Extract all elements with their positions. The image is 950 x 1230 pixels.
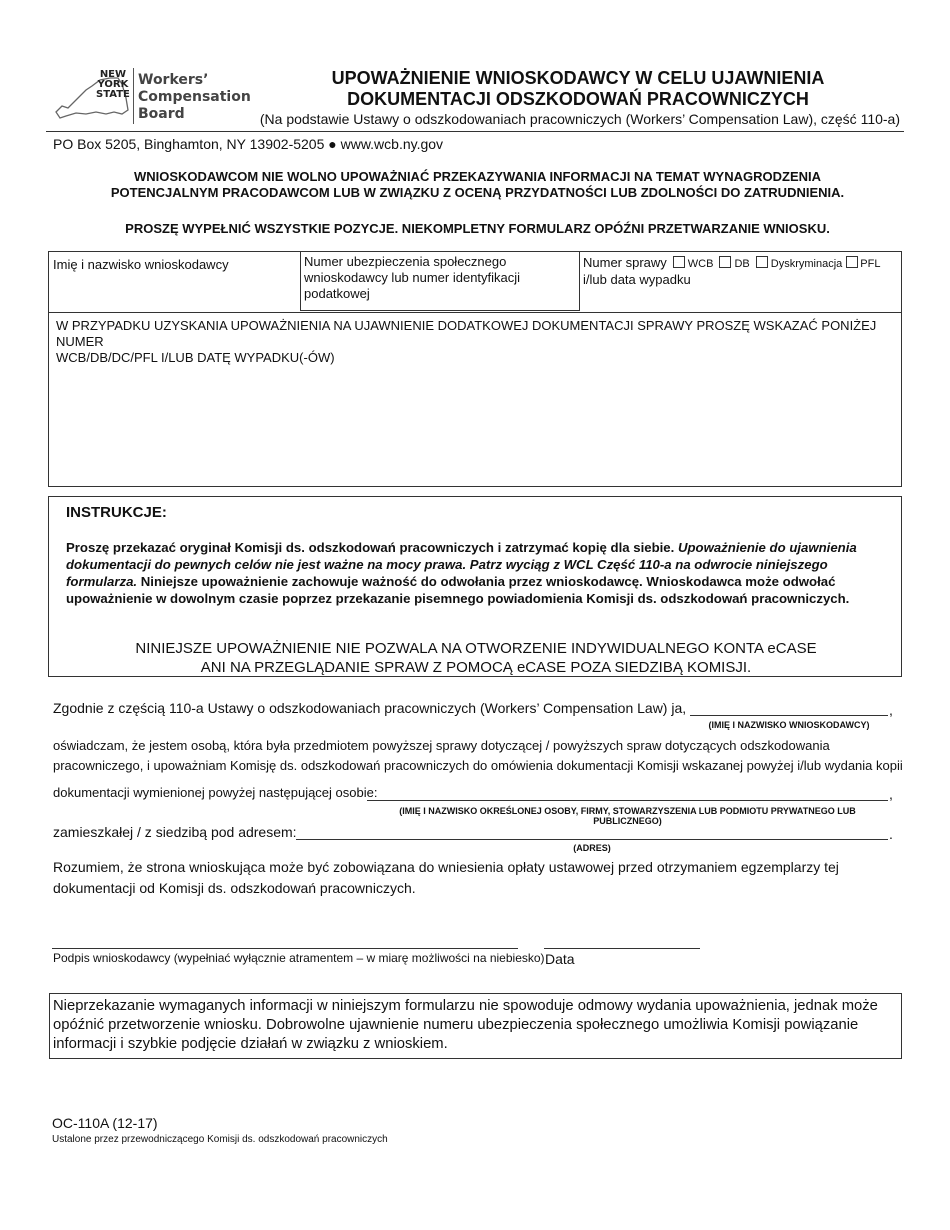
date-line[interactable]: [544, 948, 700, 949]
checkbox-db-label: DB: [734, 258, 750, 270]
authorization-line4: dokumentacji wymienionej powyżej następującej osobie:: [53, 785, 378, 800]
punct-period: .: [889, 826, 893, 842]
case-number-field[interactable]: [583, 255, 903, 288]
additional-cases-label-line1: W PRZYPADKU UZYSKANIA UPOWAŻNIENIA NA UJAWNIENIE DODATKOWEJ DOKUMENTACJI SPRAWY PROSZĘ WSKAZAĆ PONIŻEJ NUMER: [56, 318, 877, 349]
checkbox-wcb-label: WCB: [687, 258, 714, 270]
recipient-name-line[interactable]: [367, 800, 888, 801]
authorization-line2: oświadczam, że jestem osobą, która była przedmiotem powyższej sprawy dotyczącej / powyższych spraw dotyczących odszkodowania: [53, 738, 830, 753]
claimant-name-signature-line[interactable]: [690, 715, 888, 716]
punct-comma: ,: [889, 786, 893, 802]
instructions-text: Proszę przekazać oryginał Komisji ds. odszkodowań pracowniczych i zatrzymać kopię dla siebie. Upoważnienie do ujawnienia dokumentacji do pewnych celów nie jest ważne na mocy prawa. Patrz wyciąg z WCL Część 110-a na odwrocie niniejszego formularza. Niniejsze upoważnienie zachowuje ważność do odwołania przez wnioskodawcę. Wnioskodawca może odwołać upoważnienie w dowolnym czasie poprzez przekazanie pisemnego powiadomienia Komisji ds. odszkodowań pracowniczych.: [66, 540, 857, 606]
claimant-name-caption: (IMIĘ I NAZWISKO WNIOSKODAWCY): [708, 720, 870, 730]
logo-state-text: NEW YORK STATE: [96, 69, 130, 100]
form-subtitle: (Na podstawie Ustawy o odszkodowaniach pracowniczych (Workers’ Compensation Law), część 110-a): [259, 111, 900, 127]
form-number: OC-110A (12-17): [52, 1115, 158, 1131]
case-number-label: Numer sprawy: [583, 255, 667, 270]
recipient-address-line[interactable]: [296, 839, 888, 840]
authorization-line5: zamieszkałej / z siedzibą pod adresem:: [53, 824, 297, 840]
grid-divider: [49, 312, 901, 313]
board-address: PO Box 5205, Binghamton, NY 13902-5205 ● www.wcb.ny.gov: [53, 136, 444, 152]
claimant-name-field[interactable]: [53, 257, 229, 273]
complete-all-notice: PROSZĘ WYPEŁNIĆ WSZYSTKIE POZYCJE. NIEKOMPLETNY FORMULARZ OPÓŹNI PRZETWARZANIE WNIOSKU.: [125, 221, 830, 236]
ssn-disclosure-notice: Nieprzekazanie wymaganych informacji w niniejszym formularzu nie spowoduje odmowy wydania upoważnienia, jednak może opóźnić przetworzenie wniosku. Dobrowolne ujawnienie numeru ubezpieczenia społecznego umożliwia Komisji powiązanie informacji i szybkie podjęcie działań w związku z wnioskiem.: [49, 993, 902, 1059]
disclosure-warning: WNIOSKODAWCOM NIE WOLNO UPOWAŻNIAĆ PRZEKAZYWANIA INFORMACJI NA TEMAT WYNAGRODZENIA POTENCJALNYM PRACODAWCOM LUB W ZWIĄZKU Z OCENĄ PRZYDATNOŚCI LUB ZDOLNOŚCI DO ZATRUDNIENIA.: [110, 169, 845, 200]
logo-board-name: Workers’ Compensation Board: [138, 72, 251, 122]
recipient-name-caption: (IMIĘ I NAZWISKO OKREŚLONEJ OSOBY, FIRMY, STOWARZYSZENIA LUB PODMIOTU PRYWATNEGO LUB PUBLICZNEGO): [399, 806, 856, 826]
logo-divider: [133, 68, 134, 124]
wcb-logo: [52, 66, 252, 128]
grid-divider: [300, 310, 580, 311]
date-label: Data: [545, 951, 575, 967]
instructions-heading: INSTRUKCJE:: [66, 504, 167, 521]
header-divider: [46, 131, 904, 132]
claimant-name-label: Imię i nazwisko wnioskodawcy: [53, 257, 229, 272]
checkbox-wcb[interactable]: [673, 256, 685, 268]
ssn-label-line2: wnioskodawcy lub numer identyfikacji podatkowej: [304, 270, 521, 301]
signature-label: Podpis wnioskodawcy (wypełniać wyłącznie atramentem – w miarę możliwości na niebiesko): [53, 951, 545, 965]
established-by: Ustalone przez przewodniczącego Komisji ds. odszkodowań pracowniczych: [52, 1134, 388, 1145]
instructions-box: [48, 496, 902, 677]
grid-divider: [300, 252, 301, 310]
ssn-label-line1: Numer ubezpieczenia społecznego: [304, 254, 507, 269]
checkbox-dyskryminacja[interactable]: [756, 256, 768, 268]
authorization-line3: pracowniczego, i upoważniam Komisję ds. odszkodowań pracowniczych do omówienia dokumentacji Komisji wskazanej powyżej i/lub wydania kopii: [53, 758, 903, 773]
checkbox-db[interactable]: [719, 256, 731, 268]
additional-cases-label-line2: WCB/DB/DC/PFL I/LUB DATĘ WYPADKU(-ÓW): [56, 350, 335, 365]
checkbox-dyskryminacja-label: Dyskryminacja: [770, 258, 843, 270]
signature-line[interactable]: [52, 948, 518, 949]
recipient-address-caption: (ADRES): [573, 843, 611, 853]
additional-cases-field[interactable]: [56, 318, 896, 483]
checkbox-pfl[interactable]: [846, 256, 858, 268]
punct-comma: ,: [889, 702, 893, 718]
form-title: UPOWAŻNIENIE WNIOSKODAWCY W CELU UJAWNIENIA DOKUMENTACJI ODSZKODOWAŃ PRACOWNICZYCH: [331, 68, 825, 109]
fee-statement: Rozumiem, że strona wnioskująca może być zobowiązana do wniesienia opłaty ustawowej przed otrzymaniem egzemplarzy tej dokumentacji od Komisji ds. odszkodowań pracowniczych.: [53, 859, 839, 896]
case-date-label: i/lub data wypadku: [583, 272, 691, 287]
ssn-field[interactable]: [304, 254, 584, 302]
authorization-line1: Zgodnie z częścią 110-a Ustawy o odszkodowaniach pracowniczych (Workers’ Compensation Law) ja,: [53, 700, 687, 716]
checkbox-pfl-label: PFL: [860, 258, 881, 270]
ecase-notice: NINIEJSZE UPOWAŻNIENIE NIE POZWALA NA OTWORZENIE INDYWIDUALNEGO KONTA eCASE ANI NA PRZEGLĄDANIE SPRAW Z POMOCĄ eCASE POZA SIEDZIBĄ KOMISJI.: [135, 640, 817, 676]
claimant-info-grid: [48, 251, 902, 487]
